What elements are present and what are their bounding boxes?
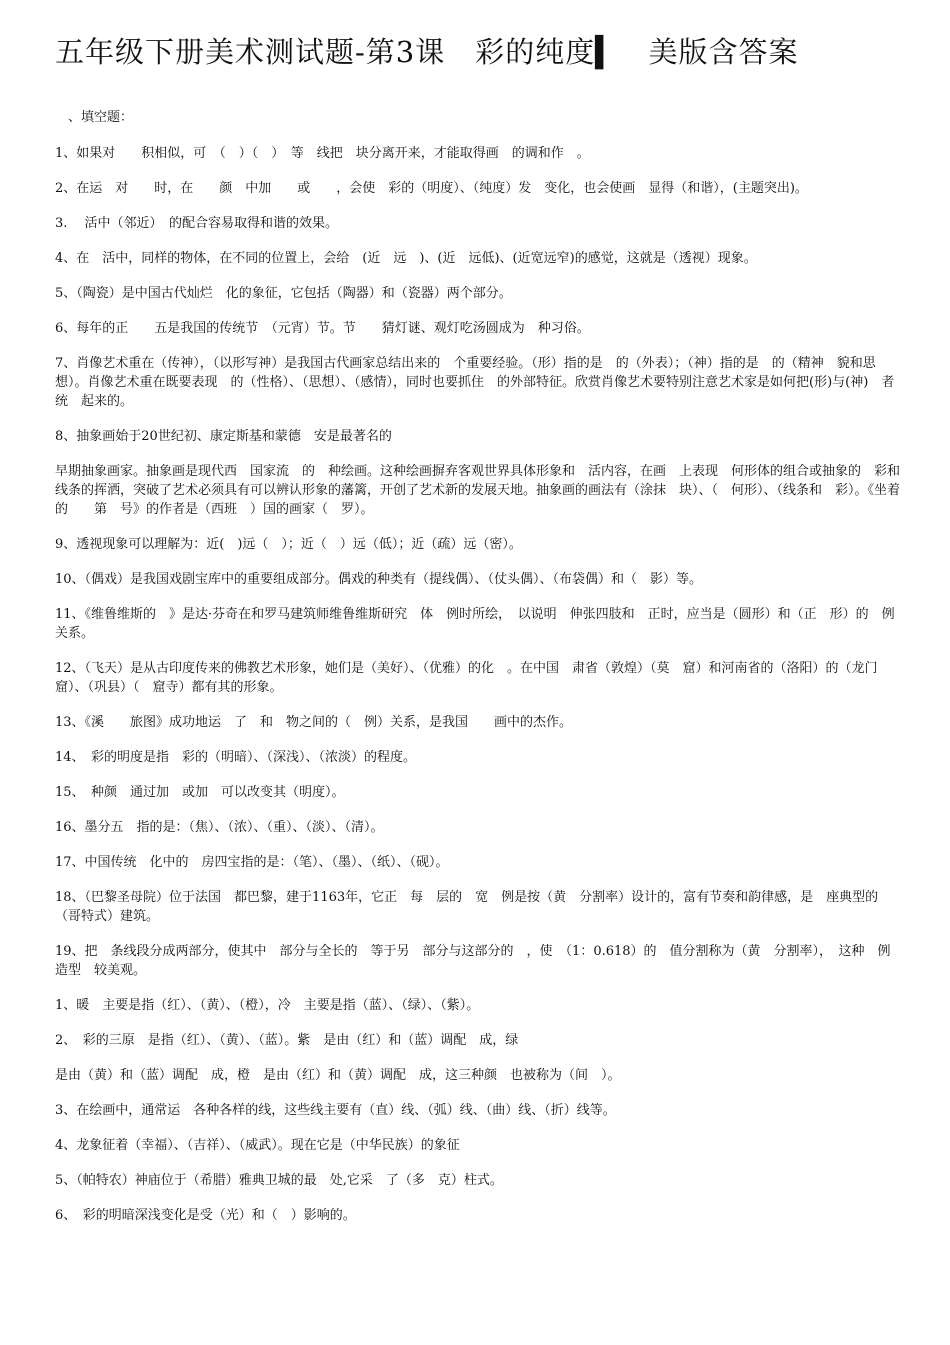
question-item: 18、（巴黎圣母院）位于法国 都巴黎，建于1163年，它正 每 层的 宽 例是按（黄 分割率）设计的，富有节奏和韵律感，是 座典型的（哥特式）建筑。 — [55, 890, 879, 924]
question-item: 是由（黄）和（蓝）调配 成，橙 是由（红）和（黄）调配 成，这三种颜 也被称为（间 ）。 — [55, 1068, 621, 1083]
question-item: 5、（帕特农）神庙位于（希腊）雅典卫城的最 处,它采 了（多 克）柱式。 — [55, 1173, 503, 1188]
question-item: 早期抽象画家。抽象画是现代西 国家流 的 种绘画。这种绘画摒弃客观世界具体形象和 活内容，在画 上表现 何形体的组合或抽象的 彩和线条的挥洒，突破了艺术必须具有可以辨认形象的藩篱，开创了艺术新的发展天地。抽象画的画法有（涂抹 块）、（ 何形）、（线条和 彩）。《坐着的 第 号》的作者是（西班 ）国的画家（ 罗）。 — [55, 464, 901, 517]
question-item: 16、墨分五 指的是：（焦）、（浓）、（重）、（淡）、（清）。 — [55, 820, 384, 835]
question-item: 3、在绘画中，通常运 各种各样的线，这些线主要有（直）线、（弧）线、（曲）线、（折）线等。 — [55, 1103, 616, 1118]
question-item: 2、在运 对 时，在 颜 中加 或 ，会使 彩的（明度）、（纯度）发 变化，也会使画 显得（和谐），(主题突出)。 — [55, 181, 808, 196]
question-item: 1、如果对 积相似，可 （ ）（ ） 等 线把 块分离开来，才能取得画 的调和作 。 — [55, 146, 590, 161]
question-item: 6、 彩的明暗深浅变化是受（光）和（ ）影响的。 — [55, 1208, 356, 1223]
document-title: 五年级下册美术测试题-第3课 彩的纯度▍ 美版含答案 — [55, 35, 799, 69]
question-item: 5、（陶瓷）是中国古代灿烂 化的象征，它包括（陶器）和（瓷器）两个部分。 — [55, 286, 512, 301]
question-item: 19、把 条线段分成两部分，使其中 部分与全长的 等于另 部分与这部分的 ，使 （1：0.618）的 值分割称为（黄 分割率）， 这种 例造型 较美观。 — [55, 944, 891, 978]
question-item: 12、（飞天）是从古印度传来的佛教艺术形象，她们是（美好）、（优雅）的化 。在中国 肃省（敦煌）（莫 窟）和河南省的（洛阳）的（龙门 窟）、（巩县）（ 窟寺）都有其的形象。 — [55, 661, 891, 695]
question-item: 4、龙象征着（幸福）、（吉祥）、（威武）。现在它是（中华民族）的象征 — [55, 1138, 460, 1153]
question-item: 3. 活中（邻近） 的配合容易取得和谐的效果。 — [55, 216, 339, 231]
question-item: 2、 彩的三原 是指（红）、（黄）、（蓝）。紫 是由（红）和（蓝）调配 成，绿 — [55, 1033, 519, 1048]
section-title: 、填空题： — [68, 110, 134, 125]
question-item: 7、肖像艺术重在（传神），（以形写神）是我国古代画家总结出来的 个重要经验。（形）指的是 的（外表）；（神）指的是 的（精神 貌和思想）。肖像艺术重在既要表现 的（性格）、（思想）、（感情），同时也要抓住 的外部特征。欣赏肖像艺术要特别注意艺术家是如何把(形)与(神) 者统 起来的。 — [55, 356, 895, 409]
question-item: 13、《溪 旅图》成功地运 了 和 物之间的（ 例）关系，是我国 画中的杰作。 — [55, 715, 573, 730]
question-item: 6、每年的正 五是我国的传统节 （元宵）节。节 猜灯谜、观灯吃汤圆成为 种习俗。 — [55, 321, 590, 336]
question-item: 4、在 活中，同样的物体，在不同的位置上，会给 (近 远 )、(近 远低)、(近宽远窄)的感觉，这就是（透视）现象。 — [55, 251, 757, 266]
question-item: 8、抽象画始于20世纪初、康定斯基和蒙德 安是最著名的 — [55, 429, 392, 444]
question-item: 11、《维鲁维斯的 》是达·芬奇在和罗马建筑师维鲁维斯研究 体 例时所绘， 以说明 伸张四肢和 正时，应当是（圆形）和（正 形）的 例关系。 — [55, 607, 895, 641]
question-item: 10、（偶戏）是我国戏剧宝库中的重要组成部分。偶戏的种类有（提线偶）、（仗头偶）、（布袋偶）和（ 影）等。 — [55, 572, 703, 587]
question-item: 9、透视现象可以理解为：近( )远（ ）；近（ ）远（低）；近（疏）远（密）。 — [55, 537, 522, 552]
question-item: 15、 种颜 通过加 或加 可以改变其（明度）。 — [55, 785, 345, 800]
question-item: 1、暖 主要是指（红）、（黄）、（橙），冷 主要是指（蓝）、（绿）、（紫）。 — [55, 998, 480, 1013]
question-list — [55, 108, 900, 1241]
question-item: 14、 彩的明度是指 彩的（明暗）、（深浅）、（浓淡）的程度。 — [55, 750, 417, 765]
question-item: 17、中国传统 化中的 房四宝指的是：（笔）、（墨）、（纸）、（砚）。 — [55, 855, 449, 870]
